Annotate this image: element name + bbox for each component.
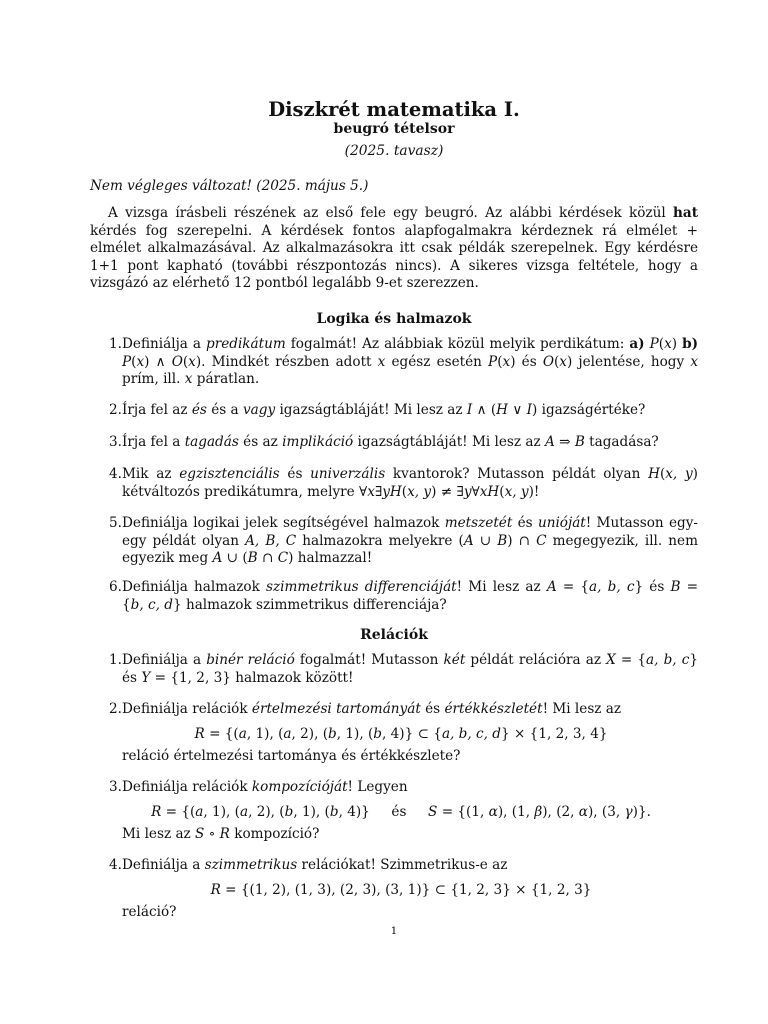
- question-text: Definiálja relációk értelmezési tartományát és értékkészletét! Mi lesz az R = {(a, 1), (a, 2), (b, 1), (b, 4)} ⊂ {a, b, c, d} × {1, 2, 3, 4} reláció értelmezési tartománya és értékkészlete?: [122, 701, 622, 765]
- document-subtitle: beugró tételsor: [333, 121, 455, 137]
- question-item: [104, 466, 698, 501]
- question-item: [104, 701, 698, 766]
- question-number: 2.: [109, 701, 122, 717]
- question-item: [104, 336, 698, 389]
- question-item: [104, 515, 698, 568]
- question-number: 5.: [109, 515, 122, 531]
- question-text: Definiálja a binér reláció fogalmát! Mutasson két példát relációra az X = {a, b, c} és Y = {1, 2, 3} halmazok között!: [122, 652, 698, 686]
- intro-text-2: kérdés fog szerepelni. A kérdések fontos alapfogalmakra kérdeznek rá elmélet + elmélet alkalmazásával. Az alkalmazásokra itt csak példák szerepelnek. Egy kérdésre 1+1 pont kapható (további részpontozás nincs). A sikeres vizsga feltétele, hogy a vizsgázó az elérhető 12 pontból legalább 9-et szerezzen.: [90, 222, 698, 292]
- intro-text-1: A vizsga írásbeli részének az első fele egy beugró. Az alábbi kérdések közül: [108, 205, 674, 221]
- page-number: 1: [390, 925, 398, 937]
- question-number: 2.: [109, 402, 122, 418]
- question-text: Definiálja logikai jelek segítségével halmazok metszetét és unióját! Mutasson egy-egy példát olyan A, B, C halmazokra melyekre (A ∪ B) ∩ C megegyezik, ill. nem egyezik meg A ∪ (B ∩ C) halmazzal!: [122, 515, 698, 567]
- question-text: Írja fel az és és a vagy igazságtábláját! Mi lesz az I ∧ (H ∨ I) igazságértéke?: [122, 402, 646, 418]
- question-text: Definiálja halmazok szimmetrikus differenciáját! Mi lesz az A = {a, b, c} és B = {b, c, d} halmazok szimmetrikus differenciája?: [122, 579, 699, 613]
- question-item: [104, 434, 698, 452]
- intro-bold: hat: [673, 205, 698, 221]
- question-text: Írja fel a tagadás és az implikáció igazságtábláját! Mi lesz az A ⇒ B tagadása?: [122, 434, 659, 450]
- question-number: 1.: [109, 652, 122, 668]
- question-item: [104, 579, 698, 614]
- intro-paragraph: [90, 205, 698, 293]
- question-item: [104, 779, 698, 844]
- draft-notice: Nem végleges változat! (2025. május 5.): [90, 178, 369, 194]
- question-text: Definiálja a predikátum fogalmát! Az alábbiak közül melyik perdikátum: a) P(x) b) P(x) ∧ O(x). Mindkét részben adott x egész esetén P(x) és O(x) jelentése, hogy x prím, ill. x páratlan.: [122, 336, 698, 388]
- question-item: [104, 652, 698, 687]
- question-number: 4.: [109, 857, 122, 873]
- semester-label: (2025. tavasz): [344, 143, 444, 159]
- question-number: 3.: [109, 434, 122, 450]
- question-item: [104, 402, 698, 420]
- question-text: Definiálja a szimmetrikus relációkat! Szimmetrikus-e az R = {(1, 2), (1, 3), (2, 3), (3, 1)} ⊂ {1, 2, 3} × {1, 2, 3} reláció?: [122, 857, 592, 921]
- section-title-relations: Relációk: [360, 627, 428, 643]
- question-item: [104, 857, 698, 922]
- question-number: 1.: [109, 336, 122, 352]
- question-number: 4.: [109, 466, 122, 482]
- question-number: 3.: [109, 779, 122, 795]
- question-text: Definiálja relációk kompozícióját! Legyen R = {(a, 1), (a, 2), (b, 1), (b, 4)} és S = {(1, α), (1, β), (2, α), (3, γ)}. Mi lesz az S ∘ R kompozíció?: [122, 779, 651, 843]
- question-text: Mik az egzisztenciális és univerzális kvantorok? Mutasson példát olyan H(x, y) kétváltozós predikátumra, melyre ∀x∃yH(x, y) ≠ ∃y∀xH(x, y)!: [122, 466, 698, 500]
- section-title-logic: Logika és halmazok: [316, 311, 472, 327]
- document-title: Diszkrét matematika I.: [268, 98, 520, 121]
- question-number: 6.: [109, 579, 122, 595]
